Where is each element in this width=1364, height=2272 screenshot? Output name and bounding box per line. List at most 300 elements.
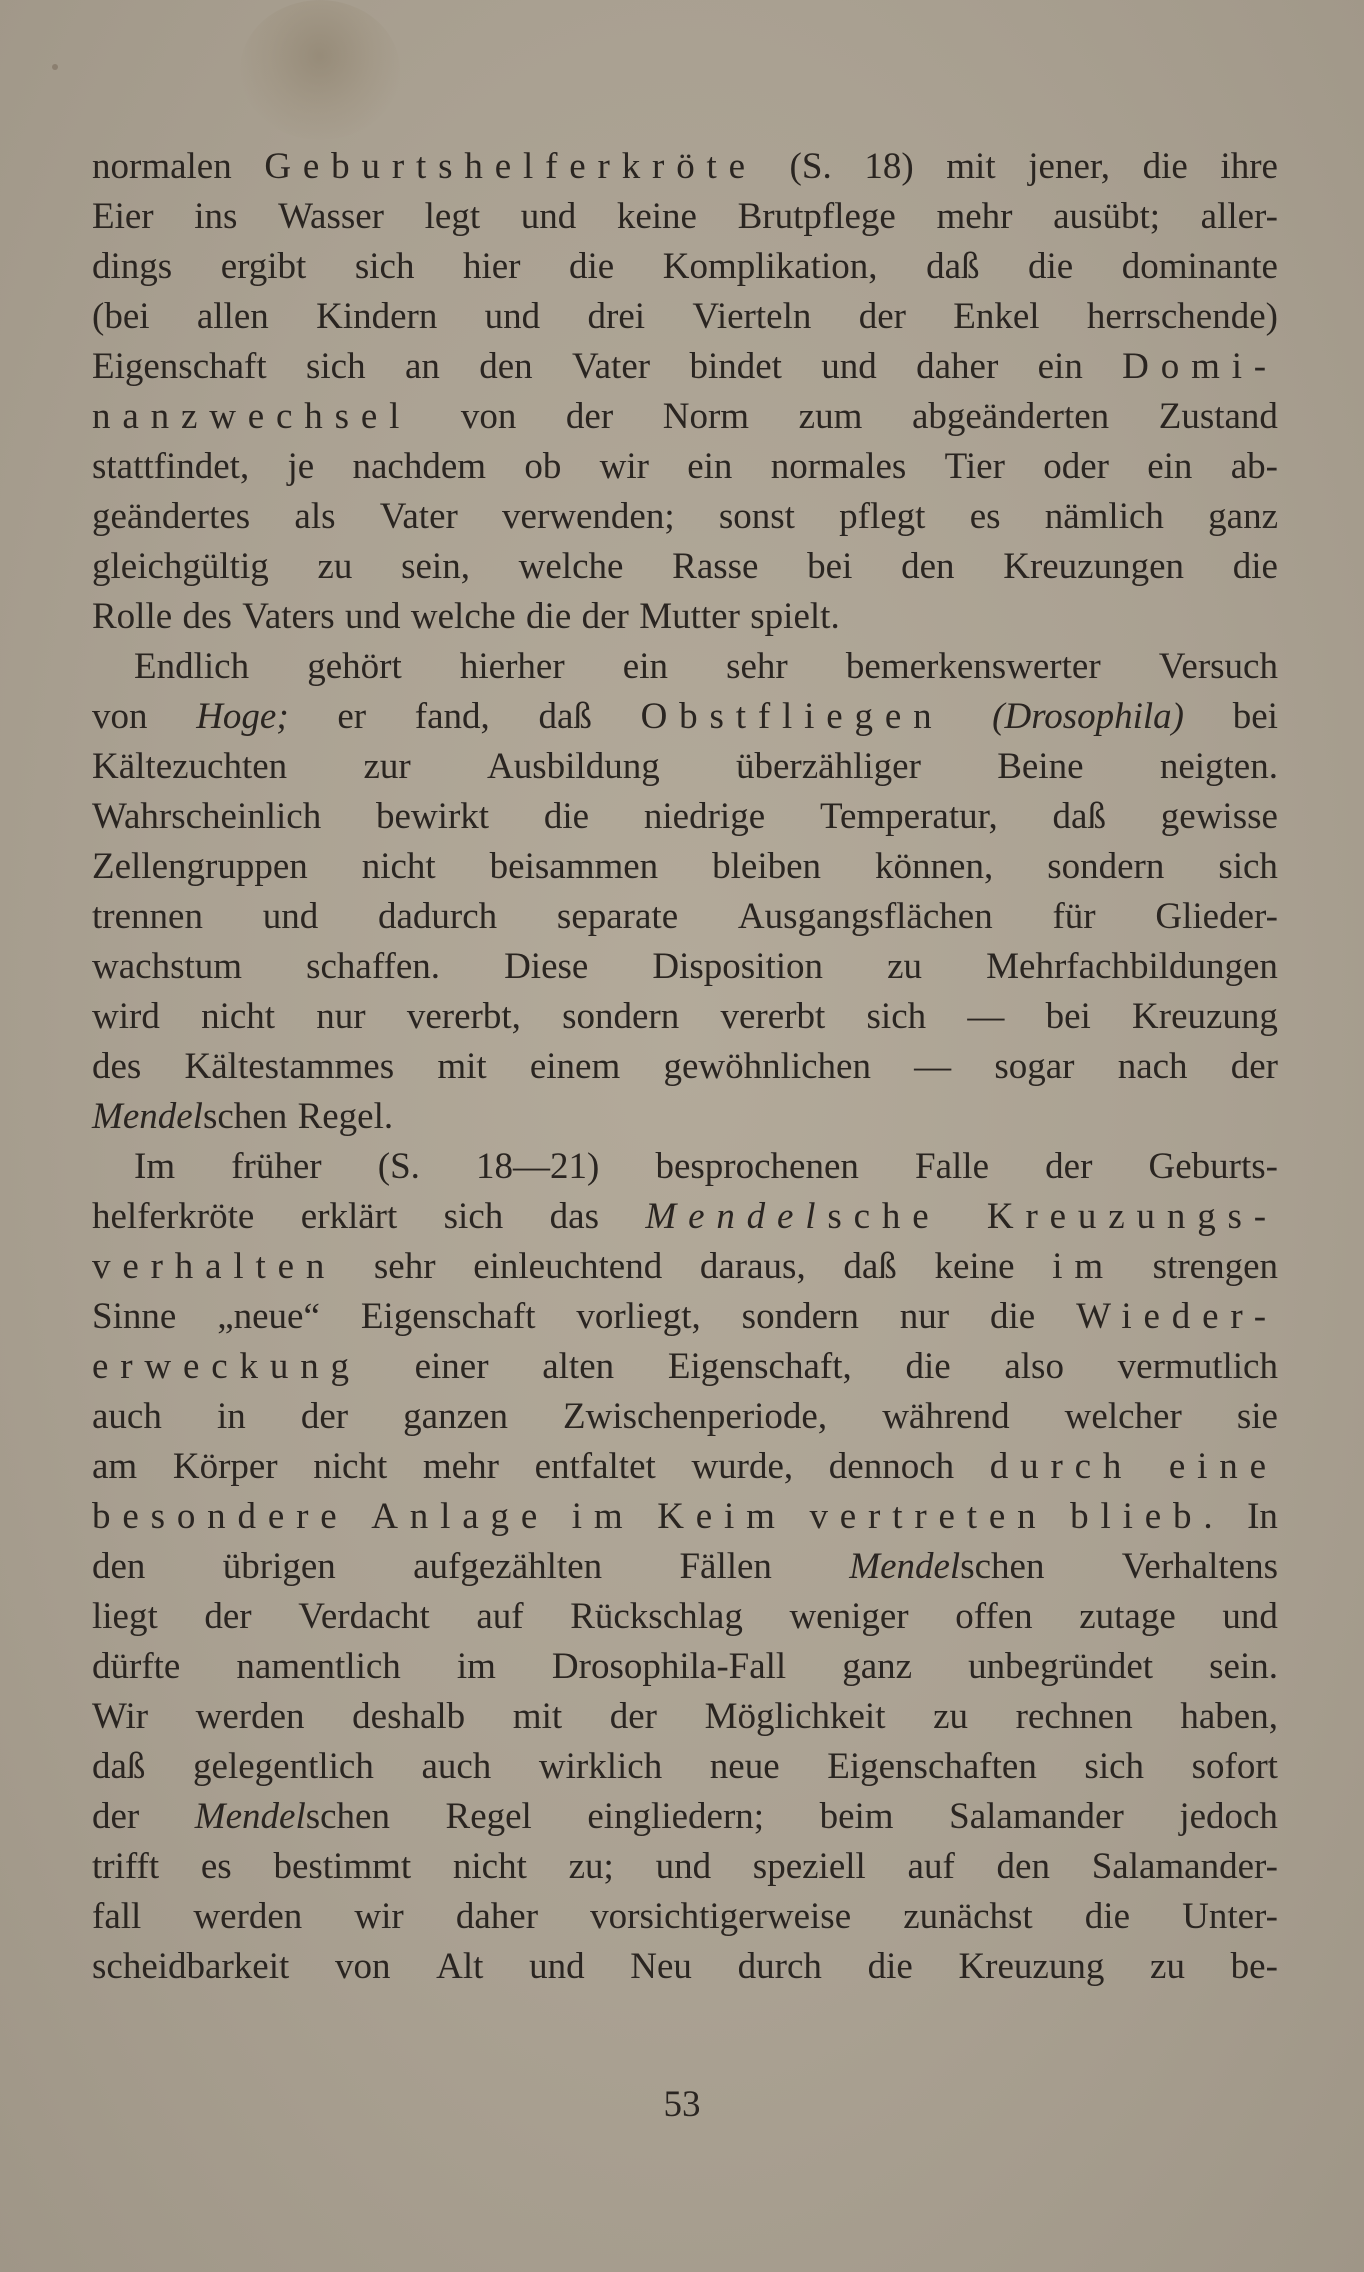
word: den bbox=[901, 546, 955, 587]
word: je bbox=[287, 446, 315, 487]
text-line bbox=[92, 1442, 1278, 1492]
word: mit bbox=[946, 146, 996, 187]
word: Kältezuchten bbox=[92, 746, 288, 787]
word: Kreuzung bbox=[958, 1946, 1105, 1987]
text-line bbox=[92, 1092, 1278, 1142]
word: sonst bbox=[718, 496, 795, 537]
word: wirklich bbox=[538, 1746, 663, 1787]
word: Eier bbox=[92, 196, 154, 237]
word: Geburtshelferkröte bbox=[264, 146, 757, 187]
word: speziell bbox=[752, 1846, 866, 1887]
text-line bbox=[92, 1492, 1278, 1542]
word: des bbox=[92, 1046, 142, 1087]
word: durch bbox=[737, 1946, 822, 1987]
word: Drosophila-Fall bbox=[551, 1646, 787, 1687]
word: liegt bbox=[92, 1596, 158, 1637]
text-line bbox=[92, 342, 1278, 392]
word: bei bbox=[807, 546, 853, 587]
word: wir bbox=[354, 1896, 404, 1937]
word: die bbox=[990, 1296, 1036, 1337]
speck-mark bbox=[52, 64, 58, 70]
page-number: 53 bbox=[663, 2084, 701, 2125]
word: geändertes bbox=[92, 496, 251, 537]
word: die bbox=[526, 596, 572, 637]
word: (S. bbox=[377, 1146, 420, 1187]
text-line bbox=[92, 1142, 1278, 1192]
word: der bbox=[609, 1696, 657, 1737]
word: Tier bbox=[944, 446, 1005, 487]
word: nicht bbox=[452, 1846, 527, 1887]
word: Geburts- bbox=[1148, 1146, 1278, 1187]
word: des bbox=[182, 596, 232, 637]
word: spielt. bbox=[750, 596, 840, 637]
word: ein bbox=[1147, 446, 1193, 487]
word: für bbox=[1052, 896, 1096, 937]
word: Mendelschen bbox=[92, 1096, 288, 1137]
word: sofort bbox=[1191, 1746, 1278, 1787]
word: herrschende) bbox=[1086, 296, 1278, 337]
word: Komplikation, bbox=[662, 246, 878, 287]
text-line bbox=[92, 542, 1278, 592]
text-line bbox=[92, 1192, 1278, 1242]
word: Ausgangsflächen bbox=[737, 896, 993, 937]
word: bleiben bbox=[712, 846, 822, 887]
word: fand, bbox=[414, 696, 490, 737]
word: vererbt bbox=[720, 996, 826, 1037]
word: auch bbox=[92, 1396, 162, 1437]
word: eingliedern; bbox=[587, 1796, 765, 1837]
word: Norm bbox=[662, 396, 750, 437]
text-line bbox=[92, 442, 1278, 492]
word: be- bbox=[1230, 1946, 1278, 1987]
word: In bbox=[1247, 1496, 1278, 1537]
word: einleuchtend bbox=[473, 1246, 663, 1287]
word: Kältestammes bbox=[184, 1046, 395, 1087]
word: normales bbox=[770, 446, 907, 487]
word: dürfte bbox=[92, 1646, 181, 1687]
word: ihre bbox=[1220, 146, 1278, 187]
word: strengen bbox=[1152, 1246, 1278, 1287]
word: zu bbox=[1150, 1946, 1185, 1987]
text-line bbox=[92, 792, 1278, 842]
word: sondern bbox=[562, 996, 680, 1037]
word: und bbox=[821, 346, 877, 387]
word: nicht bbox=[361, 846, 436, 887]
word: und bbox=[345, 596, 401, 637]
word: bewirkt bbox=[376, 796, 490, 837]
word: trifft bbox=[92, 1846, 160, 1887]
word: neue bbox=[709, 1746, 780, 1787]
word: ganz bbox=[1208, 496, 1278, 537]
word: mehr bbox=[936, 196, 1013, 237]
text-line bbox=[92, 892, 1278, 942]
word: mit bbox=[437, 1046, 487, 1087]
word: der bbox=[1230, 1046, 1278, 1087]
word: den bbox=[92, 1546, 146, 1587]
word: Mutter bbox=[639, 596, 740, 637]
word: Versuch bbox=[1158, 646, 1278, 687]
word: neigten. bbox=[1159, 746, 1278, 787]
word: allen bbox=[196, 296, 269, 337]
word: deshalb bbox=[352, 1696, 466, 1737]
word: die bbox=[543, 796, 590, 837]
word: Eigenschaft bbox=[92, 346, 267, 387]
word: sehr bbox=[726, 646, 788, 687]
word: von bbox=[334, 1946, 391, 1987]
text-line bbox=[92, 242, 1278, 292]
word: ganzen bbox=[403, 1396, 508, 1437]
word: (bei bbox=[92, 296, 150, 337]
word: am bbox=[92, 1446, 138, 1487]
text-line bbox=[92, 1792, 1278, 1842]
word: nicht bbox=[201, 996, 276, 1037]
word: welcher bbox=[1064, 1396, 1182, 1437]
text-line bbox=[92, 292, 1278, 342]
word: ausübt; bbox=[1053, 196, 1161, 237]
word: Vierteln bbox=[692, 296, 812, 337]
word: bei bbox=[1045, 996, 1091, 1037]
word: eine bbox=[1168, 1446, 1278, 1487]
word: daß bbox=[538, 696, 592, 737]
word: auch bbox=[421, 1746, 492, 1787]
word: Rolle bbox=[92, 596, 173, 637]
word: und bbox=[529, 1946, 585, 1987]
word: jedoch bbox=[1179, 1796, 1278, 1837]
word: gleichgültig bbox=[92, 546, 269, 587]
word: Kreuzungen bbox=[1003, 546, 1185, 587]
word: mit bbox=[512, 1696, 563, 1737]
word: Hoge; bbox=[196, 696, 289, 737]
word: den bbox=[479, 346, 533, 387]
word: Temperatur, bbox=[819, 796, 998, 837]
word: sich bbox=[443, 1196, 504, 1237]
word: Wasser bbox=[278, 196, 384, 237]
word: Kreuzung bbox=[1132, 996, 1278, 1037]
word: nur bbox=[899, 1296, 950, 1337]
word: werden bbox=[195, 1696, 305, 1737]
text-line bbox=[92, 1942, 1278, 1992]
text-line bbox=[92, 592, 1278, 642]
word: ein bbox=[687, 446, 733, 487]
word: die bbox=[1232, 546, 1278, 587]
word: drei bbox=[587, 296, 646, 337]
word: welche bbox=[518, 546, 624, 587]
word: Obstfliegen bbox=[640, 696, 944, 737]
word: gewöhnlichen bbox=[663, 1046, 871, 1087]
word: Vaters bbox=[242, 596, 335, 637]
word: auf bbox=[907, 1846, 955, 1887]
word: vorsichtigerweise bbox=[590, 1896, 852, 1937]
word: daraus, bbox=[699, 1246, 806, 1287]
text-line bbox=[92, 842, 1278, 892]
word: sich bbox=[1084, 1746, 1145, 1787]
text-line bbox=[92, 1292, 1278, 1342]
word: überzähliger bbox=[736, 746, 921, 787]
word: zum bbox=[798, 396, 863, 437]
word: 18—21) bbox=[476, 1146, 600, 1187]
word: aufgezählten bbox=[413, 1546, 603, 1587]
word: sein, bbox=[401, 546, 470, 587]
word: ins bbox=[194, 196, 238, 237]
text-line bbox=[92, 742, 1278, 792]
word: Salamander- bbox=[1091, 1846, 1278, 1887]
text-line bbox=[92, 942, 1278, 992]
word: offen bbox=[955, 1596, 1033, 1637]
word: die bbox=[905, 1346, 951, 1387]
word: vermutlich bbox=[1117, 1346, 1278, 1387]
word: besondere bbox=[92, 1496, 349, 1537]
word: fall bbox=[92, 1896, 142, 1937]
word: Eigenschaften bbox=[827, 1746, 1037, 1787]
word: wird bbox=[92, 996, 160, 1037]
word: sie bbox=[1236, 1396, 1278, 1437]
word: sogar bbox=[994, 1046, 1075, 1087]
word: trennen bbox=[92, 896, 203, 937]
word: bemerkenswerter bbox=[845, 646, 1101, 687]
word: Regel. bbox=[297, 1096, 394, 1137]
word: von bbox=[460, 396, 517, 437]
word: Sinne bbox=[92, 1296, 177, 1337]
text-line bbox=[92, 642, 1278, 692]
word: 18) bbox=[864, 146, 914, 187]
word: auf bbox=[476, 1596, 524, 1637]
word: hierher bbox=[459, 646, 565, 687]
text-line bbox=[92, 1642, 1278, 1692]
text-line bbox=[92, 1692, 1278, 1742]
word: nanzwechsel bbox=[92, 396, 412, 437]
text-line bbox=[92, 392, 1278, 442]
word: sondern bbox=[1047, 846, 1165, 887]
word: — bbox=[967, 996, 1005, 1037]
word: Eigenschaft bbox=[360, 1296, 536, 1337]
word: Verdacht bbox=[298, 1596, 430, 1637]
word: aller- bbox=[1200, 196, 1278, 237]
word: Rückschlag bbox=[570, 1596, 743, 1637]
word: in bbox=[216, 1396, 246, 1437]
word: keine bbox=[616, 196, 697, 237]
word: Beine bbox=[997, 746, 1084, 787]
word: Anlage bbox=[371, 1496, 550, 1537]
word: Mendelschen bbox=[849, 1546, 1045, 1587]
word: alten bbox=[542, 1346, 615, 1387]
word: Falle bbox=[915, 1146, 990, 1187]
word: sehr bbox=[373, 1246, 436, 1287]
word: Fällen bbox=[679, 1546, 772, 1587]
word: nicht bbox=[313, 1446, 388, 1487]
word: zunächst bbox=[903, 1896, 1033, 1937]
word: nämlich bbox=[1044, 496, 1164, 537]
word: wurde, bbox=[691, 1446, 794, 1487]
word: Mendelsche bbox=[645, 1196, 941, 1237]
word: sein. bbox=[1209, 1646, 1278, 1687]
word: welche bbox=[410, 596, 516, 637]
word: verhalten bbox=[92, 1246, 337, 1287]
word: früher bbox=[231, 1146, 322, 1187]
word: pflegt bbox=[839, 496, 926, 537]
word: unbegründet bbox=[968, 1646, 1154, 1687]
word: zu bbox=[887, 946, 923, 987]
word: als bbox=[294, 496, 336, 537]
word: Glieder- bbox=[1155, 896, 1278, 937]
word: Unter- bbox=[1182, 1896, 1278, 1937]
word: es bbox=[969, 496, 1001, 537]
text-line bbox=[92, 1242, 1278, 1292]
word: wachstum bbox=[92, 946, 243, 987]
word: ganz bbox=[842, 1646, 913, 1687]
word: entfaltet bbox=[534, 1446, 656, 1487]
word: jener, bbox=[1028, 146, 1110, 187]
word: Körper bbox=[172, 1446, 278, 1487]
word: Zwischenperiode, bbox=[563, 1396, 828, 1437]
word: und bbox=[262, 896, 319, 937]
word: von bbox=[92, 696, 148, 737]
word: und bbox=[520, 196, 577, 237]
word: ein bbox=[1037, 346, 1083, 387]
text-line bbox=[92, 192, 1278, 242]
word: sich bbox=[1218, 846, 1278, 887]
word: einer bbox=[414, 1346, 489, 1387]
word: hier bbox=[462, 246, 521, 287]
word: daß bbox=[843, 1246, 897, 1287]
word: zu bbox=[933, 1696, 969, 1737]
word: Zustand bbox=[1158, 396, 1278, 437]
word: daß bbox=[926, 246, 980, 287]
text-line bbox=[92, 1592, 1278, 1642]
word: ab- bbox=[1230, 446, 1278, 487]
word: bei bbox=[1232, 696, 1278, 737]
word: Im bbox=[134, 1146, 176, 1187]
word: daß bbox=[92, 1746, 146, 1787]
word: sich bbox=[866, 996, 927, 1037]
word: ob bbox=[524, 446, 562, 487]
word: Kindern bbox=[316, 296, 438, 337]
word: zu bbox=[317, 546, 353, 587]
word: namentlich bbox=[236, 1646, 401, 1687]
word: dennoch bbox=[828, 1446, 955, 1487]
word: die bbox=[1142, 146, 1188, 187]
word: die bbox=[867, 1946, 913, 1987]
word: niedrige bbox=[643, 796, 766, 837]
word: im bbox=[456, 1646, 496, 1687]
word: und bbox=[655, 1846, 712, 1887]
word: wir bbox=[599, 446, 649, 487]
word: beisammen bbox=[489, 846, 659, 887]
text-line bbox=[92, 492, 1278, 542]
word: die bbox=[1084, 1896, 1130, 1937]
word: (S. bbox=[789, 146, 832, 187]
word: (Drosophila) bbox=[992, 696, 1185, 737]
word: der bbox=[92, 1796, 140, 1837]
word: dominante bbox=[1121, 246, 1278, 287]
word: scheidbarkeit bbox=[92, 1946, 290, 1987]
word: Enkel bbox=[953, 296, 1040, 337]
word: gehört bbox=[307, 646, 402, 687]
word: Rasse bbox=[672, 546, 759, 587]
text-line bbox=[92, 1542, 1278, 1592]
word: Mehrfachbildungen bbox=[986, 946, 1278, 987]
word: gelegentlich bbox=[193, 1746, 374, 1787]
word: können, bbox=[875, 846, 994, 887]
word: Vater bbox=[572, 346, 651, 387]
text-line bbox=[92, 142, 1278, 192]
word: daß bbox=[1052, 796, 1106, 837]
word: blieb. bbox=[1070, 1496, 1225, 1537]
word: Verhaltens bbox=[1121, 1546, 1278, 1587]
word: den bbox=[996, 1846, 1050, 1887]
word: Endlich bbox=[134, 646, 250, 687]
word: an bbox=[404, 346, 440, 387]
word: zur bbox=[363, 746, 411, 787]
body-text bbox=[92, 142, 1278, 1992]
word: das bbox=[549, 1196, 599, 1237]
word: zu; bbox=[568, 1846, 614, 1887]
text-line bbox=[92, 1842, 1278, 1892]
word: während bbox=[882, 1396, 1010, 1437]
word: schaffen. bbox=[306, 946, 440, 987]
word: besprochenen bbox=[655, 1146, 859, 1187]
word: „neue“ bbox=[217, 1296, 320, 1337]
word: sondern bbox=[741, 1296, 859, 1337]
word: Alt bbox=[436, 1946, 484, 1987]
word: Eigenschaft, bbox=[667, 1346, 852, 1387]
word: nach bbox=[1117, 1046, 1188, 1087]
word: haben, bbox=[1180, 1696, 1278, 1737]
word: daher bbox=[455, 1896, 539, 1937]
word: der bbox=[300, 1396, 349, 1437]
word: der bbox=[581, 596, 629, 637]
stain-mark bbox=[240, 0, 400, 140]
word: Neu bbox=[630, 1946, 692, 1987]
word: Wir bbox=[92, 1696, 149, 1737]
word: es bbox=[200, 1846, 232, 1887]
word: normalen bbox=[92, 146, 232, 187]
word: legt bbox=[424, 196, 481, 237]
word: die bbox=[1028, 246, 1074, 287]
word: verwenden; bbox=[502, 496, 675, 537]
word: einem bbox=[529, 1046, 621, 1087]
word: der bbox=[204, 1596, 252, 1637]
word: mehr bbox=[422, 1446, 499, 1487]
word: und bbox=[1222, 1596, 1278, 1637]
word: dadurch bbox=[377, 896, 498, 937]
word: oder bbox=[1043, 446, 1109, 487]
word: ergibt bbox=[220, 246, 307, 287]
word: der bbox=[565, 396, 614, 437]
word: rechnen bbox=[1015, 1696, 1133, 1737]
word: erweckung bbox=[92, 1346, 361, 1387]
word: vertreten bbox=[809, 1496, 1048, 1537]
word: im bbox=[571, 1496, 635, 1537]
word: vorliegt, bbox=[576, 1296, 701, 1337]
word: Möglichkeit bbox=[704, 1696, 886, 1737]
word: bestimmt bbox=[273, 1846, 412, 1887]
word: Mendelschen bbox=[194, 1796, 390, 1837]
word: gewisse bbox=[1160, 796, 1278, 837]
word: also bbox=[1004, 1346, 1064, 1387]
word: separate bbox=[556, 896, 679, 937]
text-line bbox=[92, 1892, 1278, 1942]
word: Kreuzungs- bbox=[986, 1196, 1278, 1237]
word: nachdem bbox=[352, 446, 487, 487]
word: Brutpflege bbox=[737, 196, 896, 237]
word: stattfindet, bbox=[92, 446, 250, 487]
word: Wieder- bbox=[1076, 1296, 1278, 1337]
word: Domi- bbox=[1122, 346, 1278, 387]
word: die bbox=[569, 246, 615, 287]
word: sich bbox=[354, 246, 415, 287]
word: im bbox=[1052, 1246, 1115, 1287]
word: bindet bbox=[689, 346, 782, 387]
